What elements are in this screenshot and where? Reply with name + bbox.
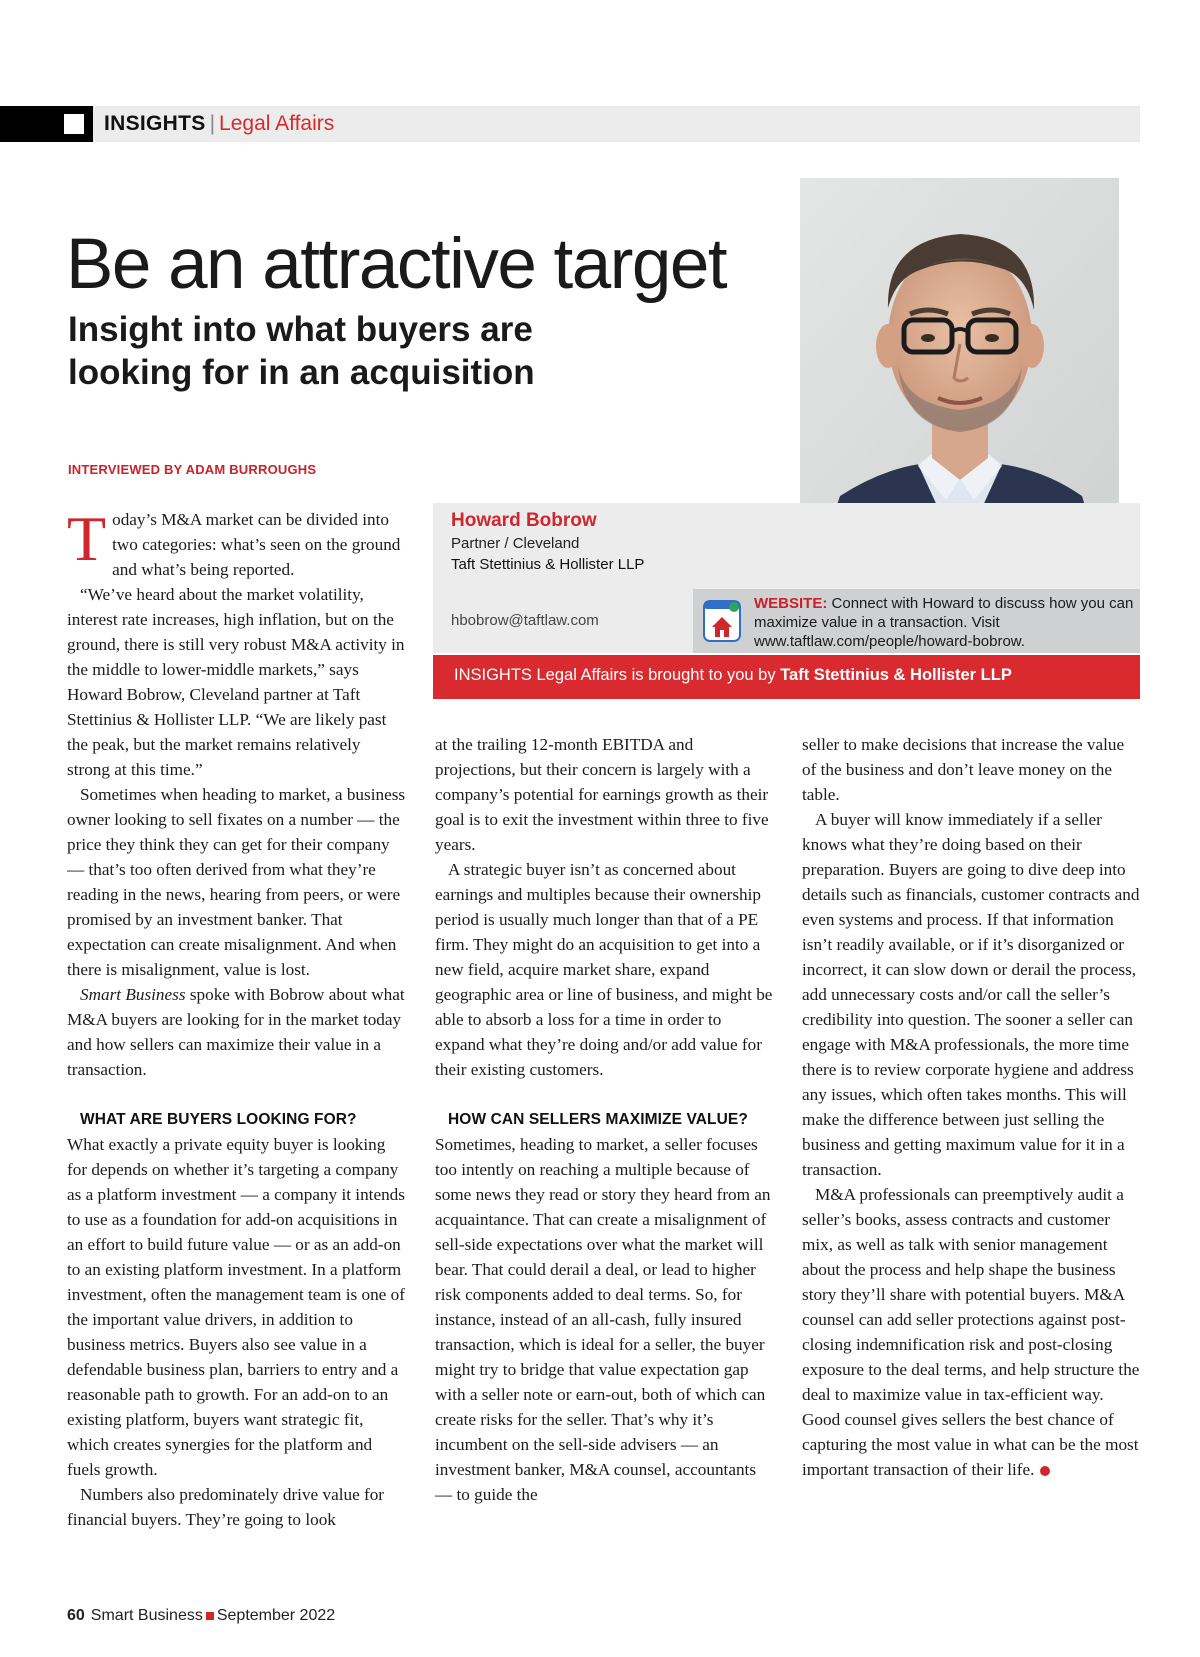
drop-cap: T (67, 503, 107, 574)
website-callout (754, 594, 1140, 651)
footer-date: September 2022 (216, 1607, 336, 1624)
body-paragraph (67, 982, 407, 1082)
square-icon (206, 1612, 214, 1620)
body-paragraph: Sometimes when heading to market, a business owner looking to sell fixates on a number — the price they think they can get for their company — that’s too often derived from what they’re reading in the news, hearing from peers, or were promised by an investment banker. That expectation can create misalignment. And when there is misalignment, value is lost. (67, 785, 406, 979)
byline: INTERVIEWED BY ADAM BURROUGHS (68, 462, 317, 477)
sponsor-text (454, 666, 1012, 685)
portrait-illustration (800, 178, 1119, 556)
body-paragraph: A strategic buyer isn’t as concerned about earnings and multiples because their ownership period is usually much longer than that of a PE firm. They might do an acquisition to get into a new field, acquire market share, expand geographic area or line of business, and might be able to absorb a loss for a time in order to expand what they’re doing and/or add value for their existing customers. (435, 860, 773, 1079)
section-heading: WHAT ARE BUYERS LOOKING FOR? (80, 1111, 357, 1128)
portrait-photo (800, 178, 1119, 556)
body-paragraph: “We’ve heard about the market volatility, interest rate increases, high inflation, but on the ground, there is still very robust M&A activity in the middle to lower-middle markets,” says Howard Bobrow, Cleveland partner at Taft Stettinius & Hollister LLP. “We are likely past the peak, but the market remains relatively strong at this time.” (67, 585, 405, 779)
sponsor-name: Taft Stettinius & Hollister LLP (780, 666, 1012, 684)
website-description[interactable]: Connect with Howard to discuss how you can maximize value in a transaction. Visit www.taftlaw.com/people/howard-bobrow. (754, 595, 1134, 650)
paragraph-text: oday’s M&A market can be divided into two categories: what’s seen on the ground and what’s being reported. (112, 510, 401, 579)
body-paragraph: seller to make decisions that increase the value of the business and don’t leave money on the table. (802, 735, 1125, 804)
page-footer (67, 1607, 335, 1625)
profile-email-link[interactable]: hbobrow@taftlaw.com (451, 612, 599, 629)
square-icon (64, 114, 84, 134)
body-column-3 (802, 732, 1142, 1482)
body-column-2 (435, 732, 775, 1507)
paragraph-text: M&A professionals can preemptively audit a seller’s books, assess contracts and customer mix, as well as talk with senior management about the process and help shape the business story they’ll share with potential buyers. M&A counsel can add seller protections against post-closing indemnification risk and post-closing exposure to the deal terms, and help structure the deal to maximize value in tax-efficient way. Good counsel gives sellers the best chance of capturing the most value in what can be the most important transaction of their life. (802, 1185, 1140, 1479)
paragraph-text: spoke with Bobrow about what M&A buyers are looking for in the market today and how sellers can maximize their value in a transaction. (67, 985, 405, 1079)
publication-name: Smart Business (80, 985, 186, 1004)
profile-firm: Taft Stettinius & Hollister LLP (451, 556, 645, 573)
body-paragraph: Numbers also predominately drive value for financial buyers. They’re going to look (67, 1485, 385, 1529)
website-label: WEBSITE: (754, 595, 828, 612)
section-separator: | (209, 112, 216, 135)
profile-name: Howard Bobrow (451, 510, 597, 531)
article-title: Be an attractive target (66, 225, 727, 304)
footer-publication: Smart Business (90, 1607, 203, 1624)
section-heading: HOW CAN SELLERS MAXIMIZE VALUE? (448, 1111, 748, 1128)
section-header (104, 110, 334, 138)
body-paragraph: A buyer will know immediately if a seller knows what they’re doing based on their preparation. Buyers are going to dive deep into details such as financials, customer contracts and even systems and process. If that information isn’t readily available, or if it’s disorganized or incorrect, it can slow down or derail the process, add unnecessary costs and/or call the seller’s credibility into question. The sooner a seller can engage with M&A professionals, the more time there is to review corporate hygiene and address any issues, which often takes months. This will make the difference between just selling the business and getting maximum value for it in a transaction. (802, 810, 1140, 1179)
body-paragraph: What exactly a private equity buyer is looking for depends on whether it’s targeting a company as a platform investment — a company it intends to use as a foundation for add-on acquisitions in an effort to build future value — or as an add-on to an existing platform investment. In a platform investment, often the management team is one of the important value drivers, in addition to business metrics. Buyers also see value in a defendable business plan, barriers to entry and a reasonable path to growth. For an add-on to an existing platform, buyers want strategic fit, which creates synergies for the platform and fuels growth. (67, 1135, 405, 1479)
page-number: 60 (67, 1607, 85, 1624)
sponsor-prefix: INSIGHTS Legal Affairs is brought to you by (454, 666, 776, 684)
body-column-1 (67, 503, 407, 1532)
body-paragraph: at the trailing 12-month EBITDA and projections, but their concern is largely with a company’s potential for earnings growth as their goal is to exit the investment within three to five years. (435, 735, 769, 854)
profile-title: Partner / Cleveland (451, 535, 580, 552)
body-paragraph: Sometimes, heading to market, a seller focuses too intently on reaching a multiple because of some news they read or story they heard from an acquaintance. That can create a misalignment of sell-side expectations over what the market will bear. That could derail a deal, or lead to higher risk components added to deal terms. So, for instance, instead of an all-cash, fully insured transaction, which is ideal for a seller, the buyer might try to bridge that value expectation gap with a seller note or earn-out, both of which can create risks for the seller. That’s why it’s incumbent on the sell-side advisers — an investment banker, M&A counsel, accountants — to guide the (435, 1135, 771, 1504)
body-paragraph (67, 503, 407, 582)
article-subtitle: Insight into what buyers are looking for in an acquisition (68, 310, 535, 392)
body-paragraph (802, 1182, 1142, 1482)
bullet-icon (1040, 1466, 1050, 1476)
section-category: Legal Affairs (219, 112, 335, 135)
section-label: INSIGHTS (104, 112, 206, 135)
website-icon (702, 597, 742, 645)
